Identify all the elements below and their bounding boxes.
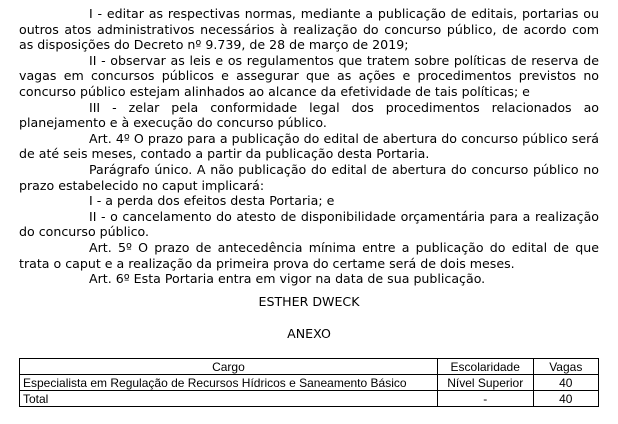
signature: ESTHER DWECK <box>258 294 360 309</box>
paragraph-art-6: Art. 6º Esta Portaria entra em vigor na data de sua publicação. <box>89 271 486 287</box>
header-vagas: Vagas <box>533 359 598 375</box>
cell-cargo: Especialista em Regulação de Recursos Hídricos e Saneamento Básico <box>20 375 438 391</box>
cell-total-label: Total <box>20 391 438 407</box>
paragraph-sole-item-i: I - a perda dos efeitos desta Portaria; e <box>89 193 335 209</box>
annex-table <box>19 358 599 407</box>
annex-title: ANEXO <box>287 326 331 341</box>
paragraph-art-5: Art. 5º O prazo de antecedência mínima entre a publicação do edital de que trata o caput e a realização da primeira prova do certame será de dois meses. <box>19 239 599 271</box>
paragraph-item-ii: II - observar as leis e os regulamentos que tratem sobre políticas de reserva de vagas em concursos públicos e assegurar que as ações e procedimentos previstos no concurso público estejam alinhados ao alcance da efetividade de tais políticas; e <box>19 52 599 99</box>
paragraph-item-i: I - editar as respectivas normas, mediante a publicação de editais, portarias ou outros atos administrativos necessários à realização do concurso público, de acordo com as disposições do Decreto nº 9.739, de 28 de março de 2019; <box>19 6 599 53</box>
paragraph-item-iii: III - zelar pela conformidade legal dos procedimentos relacionados ao planejamento e à execução do concurso público. <box>19 99 599 131</box>
header-escolaridade: Escolaridade <box>437 359 533 375</box>
paragraph-art-4: Art. 4º O prazo para a publicação do edital de abertura do concurso público será de até seis meses, contado a partir da publicação desta Portaria. <box>19 130 599 162</box>
cell-escolaridade: Nível Superior <box>437 375 533 391</box>
table-row <box>20 375 599 391</box>
table-row-total <box>20 391 599 407</box>
cell-total-vagas: 40 <box>533 391 598 407</box>
paragraph-sole: Parágrafo único. A não publicação do edital de abertura do concurso público no prazo estabelecido no caput implicará: <box>19 161 599 193</box>
document-body <box>19 6 599 341</box>
paragraph-sole-item-ii: II - o cancelamento do atesto de disponibilidade orçamentária para a realização do concurso público. <box>19 208 599 240</box>
cell-vagas: 40 <box>533 375 598 391</box>
cell-total-escolaridade: - <box>437 391 533 407</box>
header-cargo: Cargo <box>20 359 438 375</box>
table-header-row <box>20 359 599 375</box>
